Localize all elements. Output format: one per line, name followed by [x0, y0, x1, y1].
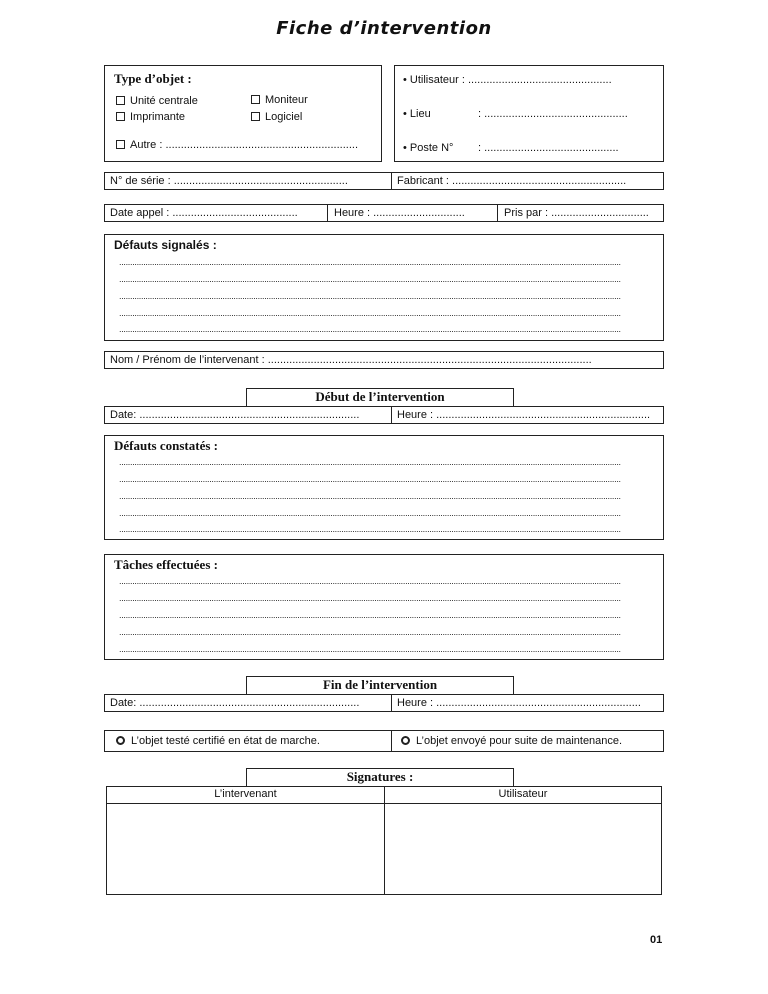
- checkbox-icon[interactable]: [251, 112, 260, 121]
- type-objet-heading: Type d’objet :: [114, 71, 192, 86]
- dotted-line: ....................................................................................................................................................................................................................................: [119, 291, 621, 301]
- signatures-table: [106, 786, 662, 895]
- intervenant-row: [104, 351, 664, 369]
- debut-intervention-heading: Début de l’intervention: [246, 388, 514, 406]
- option-autre[interactable]: Autre : ...............................................................: [116, 139, 358, 151]
- checkbox-icon[interactable]: [251, 95, 260, 104]
- dotted-line: ....................................................................................................................................................................................................................................: [119, 610, 621, 620]
- lieu-label: • Lieu: [403, 108, 431, 120]
- dotted-line: ....................................................................................................................................................................................................................................: [119, 274, 621, 284]
- date-appel-field[interactable]: Date appel : .........................................: [110, 207, 298, 219]
- dotted-line: ....................................................................................................................................................................................................................................: [119, 474, 621, 484]
- defauts-constates-section[interactable]: [104, 435, 664, 540]
- dotted-line: ....................................................................................................................................................................................................................................: [119, 324, 621, 334]
- option-unite-centrale[interactable]: Unité centrale: [116, 95, 198, 107]
- serie-row: [104, 172, 664, 190]
- signature-utilisateur-area[interactable]: [385, 805, 661, 894]
- heure-appel-field[interactable]: Heure : ..............................: [334, 207, 465, 219]
- debut-date-field[interactable]: Date: ........................................................................: [110, 409, 360, 421]
- dotted-line: ....................................................................................................................................................................................................................................: [119, 524, 621, 534]
- fin-row: [104, 694, 664, 712]
- dotted-line: ....................................................................................................................................................................................................................................: [119, 491, 621, 501]
- debut-row: [104, 406, 664, 424]
- fin-intervention-heading: Fin de l’intervention: [246, 676, 514, 694]
- checkbox-icon[interactable]: [116, 112, 125, 121]
- dotted-line: ....................................................................................................................................................................................................................................: [119, 508, 621, 518]
- intervenant-field[interactable]: Nom / Prénom de l’intervenant : ..........................................................................................................: [110, 354, 592, 366]
- option-moniteur[interactable]: Moniteur: [251, 94, 308, 106]
- option-envoye[interactable]: L’objet envoyé pour suite de maintenance.: [396, 731, 663, 751]
- radio-icon[interactable]: [116, 736, 125, 745]
- taches-section[interactable]: [104, 554, 664, 660]
- taches-heading: Tâches effectuées :: [114, 557, 218, 572]
- utilisateur-field[interactable]: • Utilisateur : ...............................................: [403, 74, 612, 86]
- etat-row: [104, 730, 664, 752]
- dotted-line: ....................................................................................................................................................................................................................................: [119, 627, 621, 637]
- poste-label: • Poste N°: [403, 142, 454, 154]
- page-number: 01: [650, 934, 663, 946]
- poste-field[interactable]: : ............................................: [478, 142, 619, 154]
- defauts-constates-heading: Défauts constatés :: [114, 438, 218, 453]
- divider: [391, 731, 392, 751]
- fin-date-field[interactable]: Date: ........................................................................: [110, 697, 360, 709]
- option-certifie[interactable]: L’objet testé certifié en état de marche.: [111, 731, 387, 751]
- debut-heure-field[interactable]: Heure : ......................................................................: [397, 409, 651, 421]
- page-title: Fiche d’intervention: [276, 18, 492, 39]
- dotted-line: ....................................................................................................................................................................................................................................: [119, 593, 621, 603]
- radio-icon[interactable]: [401, 736, 410, 745]
- defauts-signales-section[interactable]: [104, 234, 664, 341]
- defauts-signales-heading: Défauts signalés :: [114, 238, 217, 252]
- option-logiciel[interactable]: Logiciel: [251, 111, 302, 123]
- type-objet-section: [104, 65, 382, 162]
- col-intervenant-label: L’intervenant: [214, 788, 277, 800]
- dotted-line: ....................................................................................................................................................................................................................................: [119, 576, 621, 586]
- dotted-line: ....................................................................................................................................................................................................................................: [119, 308, 621, 318]
- divider: [327, 205, 328, 221]
- divider: [497, 205, 498, 221]
- numero-serie-field[interactable]: N° de série : .........................................................: [110, 175, 348, 187]
- signature-intervenant-area[interactable]: [107, 805, 384, 894]
- lieu-field[interactable]: : ...............................................: [478, 108, 628, 120]
- appel-row: [104, 204, 664, 222]
- dotted-line: ....................................................................................................................................................................................................................................: [119, 257, 621, 267]
- user-info-section: [394, 65, 664, 162]
- checkbox-icon[interactable]: [116, 96, 125, 105]
- fabricant-field[interactable]: Fabricant : .........................................................: [397, 175, 627, 187]
- signatures-heading: Signatures :: [246, 768, 514, 786]
- option-imprimante[interactable]: Imprimante: [116, 111, 185, 123]
- dotted-line: ....................................................................................................................................................................................................................................: [119, 457, 621, 467]
- checkbox-icon[interactable]: [116, 140, 125, 149]
- dotted-line: ....................................................................................................................................................................................................................................: [119, 644, 621, 654]
- pris-par-field[interactable]: Pris par : ................................: [504, 207, 649, 219]
- fin-heure-field[interactable]: Heure : ...................................................................: [397, 697, 641, 709]
- col-utilisateur-label: Utilisateur: [498, 788, 548, 800]
